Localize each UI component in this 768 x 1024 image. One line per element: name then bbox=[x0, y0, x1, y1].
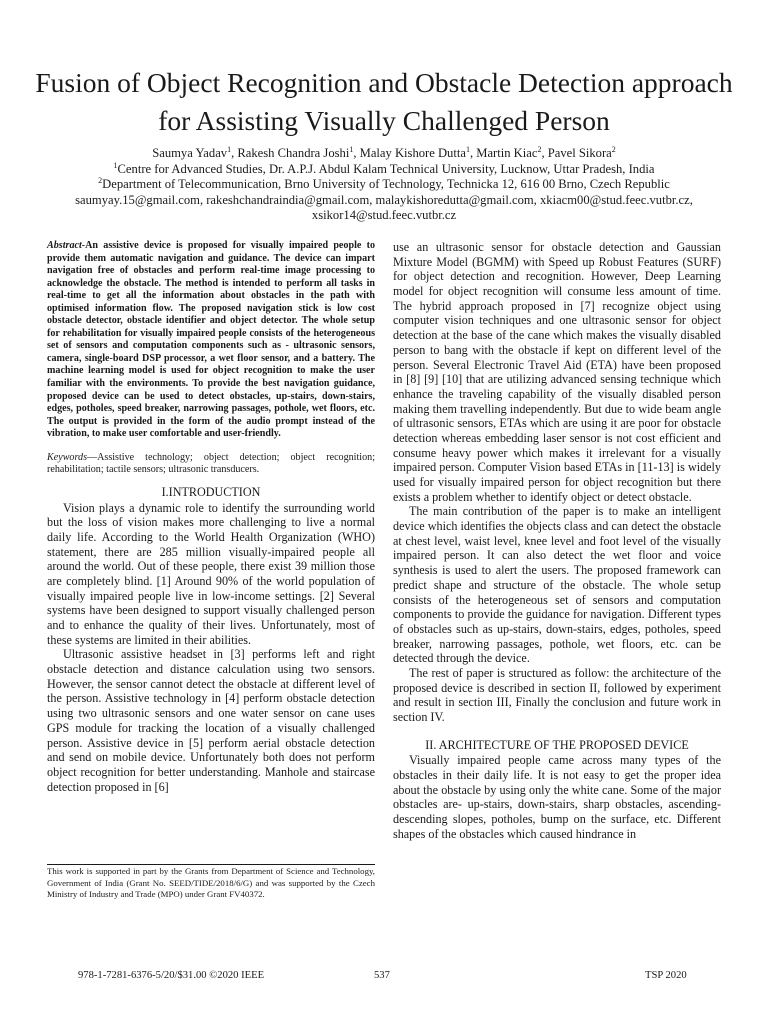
author-emails-continued: xsikor14@stud.feec.vutbr.cz bbox=[311, 208, 457, 222]
author-name: Martin Kiac bbox=[476, 146, 538, 160]
author-name: Saumya Yadav bbox=[152, 146, 228, 160]
footer-venue: TSP 2020 bbox=[645, 970, 687, 981]
abstract-label: Abstract- bbox=[47, 240, 86, 251]
body-paragraph: Visually impaired people came across many types of the obstacles in their daily life. It is not easy to get the proper idea about the obstacle by using only the white cane. Some of the major obstacles are- up-stairs, down-stairs, sharp obstacles, ascending-descending slopes, potholes, bump on the surface, etc. Different shapes of the obstacles which caused hindrance in bbox=[393, 753, 721, 841]
footnote-divider bbox=[47, 864, 375, 865]
affiliation-1 bbox=[20, 162, 748, 178]
body-paragraph: Vision plays a dynamic role to identify the surrounding world but the loss of vision makes more challenging to live a normal daily life. According to the World Health Organization (WHO) statement, there are 285 million visually-impaired people all around the world. Out of these people, there exist 39 million those are completely blind. [1] Around 90% of the world population of visually impaired people live in low-income settings. [2] Several systems have been designed to support visually challenged person and to enhance the quality of their lives. Unfortunately, most of these systems are limited in their abilities. bbox=[47, 500, 375, 647]
author-affiliation-mark: 1 bbox=[465, 144, 470, 154]
affiliation-text: Centre for Advanced Studies, Dr. A.P.J. Abdul Kalam Technical University, Lucknow, Uttar Pradesh, India bbox=[117, 161, 655, 176]
author-block bbox=[20, 146, 748, 224]
footer-isbn: 978-1-7281-6376-5/20/$31.00 ©2020 IEEE bbox=[78, 970, 265, 981]
body-paragraph: The main contribution of the paper is to make an intelligent device which identifies the objects class and can detect the obstacle at chest level, waist level, knee level and foot level of the visually impaired person. It can also detect the wet floor and voice synthesis is used to alert the users. The proposed framework can predict shape and structure of the obstacle. The whole setup consists of the heterogeneous set of sensors and computation components to provide the guidance for navigation. Different types of obstacles such as up-stairs, down-stairs, edges, potholes, speed breaker, narrowing passages, pothole, wet floors, etc. can be detected through the device. bbox=[393, 504, 721, 666]
author-emails: saumyay.15@gmail.com, rakeshchandraindia@gmail.com, malaykishoredutta@gmail.com, xkiacm00@stud.feec.vutbr.cz, bbox=[75, 192, 693, 207]
abstract-text: An assistive device is proposed for visually impaired people to provide them automatic navigation and guidance. The device can impart navigation free of obstacles and perform real-time image processing to acknowledge the obstacle. The method is intended to perform all tasks in real-time to get all the information about obstacles in the path with optimised information flow. The proposed navigation stick is low cost obstacle detector, obstacle identifier and object detector. The whole setup for rehabilitation for visually impaired people consists of the heterogeneous set of sensors and computation components such as - ultrasonic sensors, camera, single-board DSP processor, a wet floor sensor, and a battery. The machine learning model is used for object recognition to make the user familiar with the environments. To provide the best navigation guidance, proposed device can be used to detect obstacles, up-stairs, down-stairs, edges, potholes, speed breaker, narrowing passages, pothole, wet floors, etc. The output is provided in the form of the audio prompt instead of the vibration, to make user comfortable and user-friendly. bbox=[47, 240, 375, 440]
footnote: This work is supported in part by the Grants from Department of Science and Technology, Government of India (Grant No. SEED/TIDE/2018/6/G) and was supported by the Czech Ministry of Industry and Trade (MPO) under Grant FV40372. bbox=[47, 866, 375, 900]
abstract bbox=[47, 240, 375, 441]
affiliation-mark: 1 bbox=[113, 160, 118, 170]
keywords bbox=[47, 452, 375, 477]
affiliation-2 bbox=[20, 177, 748, 193]
keywords-label: Keywords bbox=[47, 451, 88, 463]
author-affiliation-mark: 2 bbox=[611, 144, 616, 154]
footer-page-number: 537 bbox=[374, 970, 390, 981]
body-paragraph: The rest of paper is structured as follow: the architecture of the proposed device is described in section II, followed by experiment and result in section III, Finally the conclusion and future work in section IV. bbox=[393, 665, 721, 724]
section-heading-architecture: II. ARCHITECTURE OF THE PROPOSED DEVICE bbox=[425, 737, 689, 752]
paper-title: Fusion of Object Recognition and Obstacle Detection approach for Assisting Visually Challenged Person bbox=[35, 67, 733, 136]
affiliation-mark: 2 bbox=[98, 175, 103, 185]
author-names: Saumya Yadav$^1$, Rakesh Chandra Joshi$^1$, Malay Kishore Dutta$^1$, Martin Kiac$^2$, Pavel Sikora$^2$ bbox=[152, 144, 616, 160]
author-name: Malay Kishore Dutta bbox=[359, 146, 466, 160]
body-paragraph-continued: use an ultrasonic sensor for obstacle detection and Gaussian Mixture Model (BGMM) with Speed up Robust Features (SURF) for object detection and recognition. However, Deep Learning model for object recognition will consume less amount of time. The hybrid approach proposed in [7] recognize object using computer vision techniques and one ultrasonic sensor for object detection at the base of the cane which makes the visually disabled person to bang with the obstacle if kept on different level of the person. Several Electronic Travel Aid (ETA) have been proposed in [8] [9] [10] that are utilizing advanced sensing technique which enhance the traveling capability of the visually disabled person making them travelling independently. But due to wide beam angle of ultrasonic sensors, ETAs which are using it are poor for obstacle detection whereas embedding laser sensor is not cost efficient and consume heavy power which makes it irrelevant for a visually impaired person. Computer Vision based ETAs in [11-13] is widely used for visually impaired person for object recognition but there exists a problem whether to identify object or detect obstacle. bbox=[393, 240, 721, 504]
left-column bbox=[47, 240, 375, 794]
author-affiliation-mark: 1 bbox=[227, 144, 232, 154]
body-paragraph: Ultrasonic assistive headset in [3] performs left and right obstacle detection and distance calculation using two sensors. However, the sensor cannot detect the obstacle at different level of the person. Assistive technology in [4] perform obstacle detection using two ultrasonic sensors and one water sensor on cane uses GPS module for tracking the location of a visually challenged person. Assistive device in [5] perform aerial obstacle detection and send on mobile device. Unfortunately both does not perform object recognition for better understanding. Manhole and staircase detection proposed in [6] bbox=[47, 647, 375, 794]
keywords-text: —Assistive technology; object detection; object recognition; rehabilitation; tactile sensors; ultrasonic transducers. bbox=[47, 451, 375, 476]
author-name: Rakesh Chandra Joshi bbox=[237, 146, 350, 160]
right-column bbox=[393, 240, 721, 842]
author-affiliation-mark: 1 bbox=[349, 144, 354, 154]
author-name: Pavel Sikora bbox=[547, 146, 612, 160]
author-affiliation-mark: 2 bbox=[537, 144, 542, 154]
section-heading-introduction: I.INTRODUCTION bbox=[161, 484, 261, 499]
affiliation-text: Department of Telecommunication, Brno University of Technology, Technicka 12, 616 00 Brno, Czech Republic bbox=[102, 177, 670, 191]
